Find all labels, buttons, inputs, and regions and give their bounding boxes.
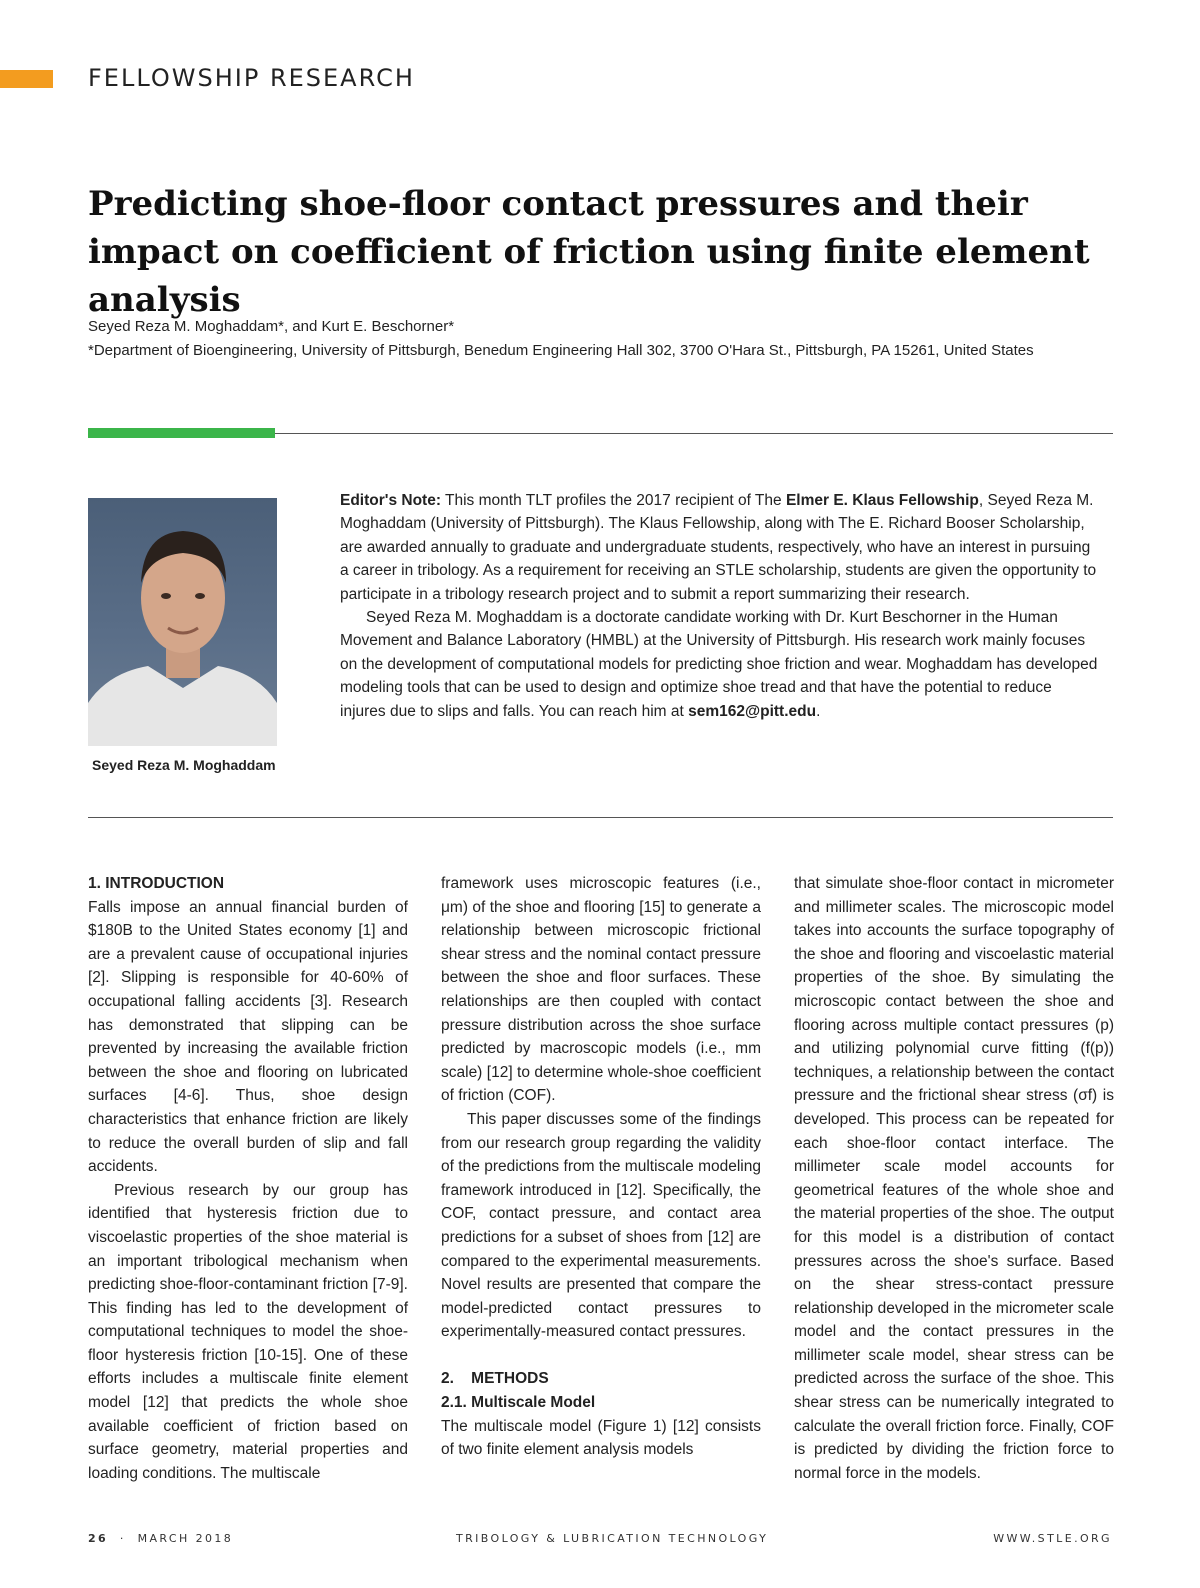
body-paragraph: This paper discusses some of the findings from our research group regarding the validity of the predictions from the multiscale modeling framework introduced in [12]. Specifically, the COF, contact pressure, and contact area predictions for a subset of shoes from [12] are compared to the experimental measurements. Novel results are presented that compare the model-predicted contact pressures to experimentally-measured contact pressures. — [441, 1110, 761, 1341]
section-accent-bar — [0, 70, 53, 88]
body-paragraph: Previous research by our group has identified that hysteresis friction due to viscoelastic properties of the shoe material is an important tribological mechanism when predicting shoe-floor-contaminant friction [7-9]. This finding has led to the development of computational techniques to model the shoe-floor hysteresis friction [10-15]. One of these efforts includes a multiscale finite element model [12] that predicts the whole shoe available coefficient of friction based on surface geometry, material properties and loading conditions. The multiscale — [88, 1181, 408, 1482]
body-paragraph: Falls impose an annual financial burden of $180B to the United States economy [1] and are a prevalent cause of occupational injuries [2]. Slipping is responsible for 40-60% of occupational falling accidents [3]. Research has demonstrated that slipping can be prevented by increasing the available friction between the shoe and flooring on lubricated surfaces [4-6]. Thus, shoe design characteristics that enhance friction are likely to reduce the overall burden of slip and fall accidents. — [88, 898, 408, 1176]
magazine-name: TRIBOLOGY & LUBRICATION TECHNOLOGY — [456, 1532, 769, 1545]
body-paragraph: framework uses microscopic features (i.e., μm) of the shoe and flooring [15] to generate a relationship between microscopic frictional shear stress and the nominal contact pressure between the shoe and floor surfaces. These relationships are then coupled with contact pressure distribution across the shoe surface predicted by macroscopic models (i.e., mm scale) [12] to determine whole-shoe coefficient of friction (COF). — [441, 875, 761, 1105]
website-link[interactable]: WWW.STLE.ORG — [993, 1532, 1112, 1545]
body-column-1 — [88, 872, 408, 1485]
footer-separator: · — [119, 1532, 126, 1545]
body-paragraph: The multiscale model (Figure 1) [12] consists of two finite element analysis models — [441, 1417, 761, 1459]
author-block — [88, 315, 1128, 363]
section-heading: 2. METHODS — [441, 1370, 549, 1388]
section-heading: 1. INTRODUCTION — [88, 875, 225, 892]
editors-note-label: Editor's Note: — [340, 492, 441, 509]
divider-accent — [88, 428, 275, 438]
editors-note-paragraph: Seyed Reza M. Moghaddam is a doctorate candidate working with Dr. Kurt Beschorner in the Human Movement and Balance Laboratory (HMBL) at the University of Pittsburgh. His research work mainly focuses on the development of computational models for predicting shoe friction and wear. Moghaddam has developed modeling tools that can be used to design and optimize shoe tread and that have the potential to reduce injures due to slips and falls. You can reach him at sem162@pitt.edu. — [340, 609, 1098, 720]
divider-line — [88, 817, 1113, 818]
editors-note — [340, 489, 1100, 723]
editors-note-paragraph: Editor's Note: This month TLT profiles the 2017 recipient of The Elmer E. Klaus Fellowship, Seyed Reza M. Moghaddam (University of Pittsburgh). The Klaus Fellowship, along with The E. Richard Booser Scholarship, are awarded annually to graduate and undergraduate students, respectively, who have an interest in pursuing a career in tribology. As a requirement for receiving an STLE scholarship, students are given the opportunity to participate in a tribology research project and to submit a report summarizing their research. — [340, 492, 1097, 603]
fellowship-name: Elmer E. Klaus Fellowship — [785, 492, 979, 509]
email-link[interactable]: sem162@pitt.edu — [688, 702, 817, 720]
section-label: FELLOWSHIP RESEARCH — [88, 64, 415, 92]
divider-line — [275, 433, 1113, 434]
authors: Seyed Reza M. Moghaddam*, and Kurt E. Beschorner* — [88, 318, 455, 335]
footer-page-info — [88, 1532, 233, 1545]
issue-date: MARCH 2018 — [137, 1532, 234, 1545]
body-paragraph: that simulate shoe-floor contact in micrometer and millimeter scales. The microscopic model takes into accounts the surface topography of the shoe and flooring and viscoelastic material properties of the shoe. By simulating the microscopic contact between the shoe and flooring across multiple contact pressures (p) and utilizing polynomial curve fitting (f(p)) techniques, a relationship between the contact pressure and the frictional shear stress (σf) is developed. This process can be repeated for each shoe-floor contact interface. The millimeter scale model accounts for geometrical features of the whole shoe and the material properties of the shoe. The output for this model is a distribution of contact pressures across the shoe's surface. Based on the shear stress-contact pressure relationship developed in the micrometer scale model and the contact pressures in the millimeter scale model, shear stress can be predicted across the surface of the shoe. This shear stress can be numerically integrated to calculate the overall friction force. Finally, COF is predicted by dividing the friction force to normal force in the models. — [794, 875, 1114, 1482]
body-column-3 — [794, 872, 1114, 1485]
affiliation: *Department of Bioengineering, University of Pittsburgh, Benedum Engineering Hall 302, 3700 O'Hara St., Pittsburgh, PA 15261, United States — [88, 342, 1034, 359]
article-title: Predicting shoe-floor contact pressures and their impact on coefficient of friction using finite element analysis — [88, 184, 1090, 320]
author-photo — [88, 498, 277, 746]
subsection-heading: 2.1. Multiscale Model — [441, 1394, 596, 1412]
photo-caption: Seyed Reza M. Moghaddam — [92, 757, 276, 773]
body-column-2 — [441, 872, 761, 1462]
page-number: 26 — [88, 1532, 109, 1545]
